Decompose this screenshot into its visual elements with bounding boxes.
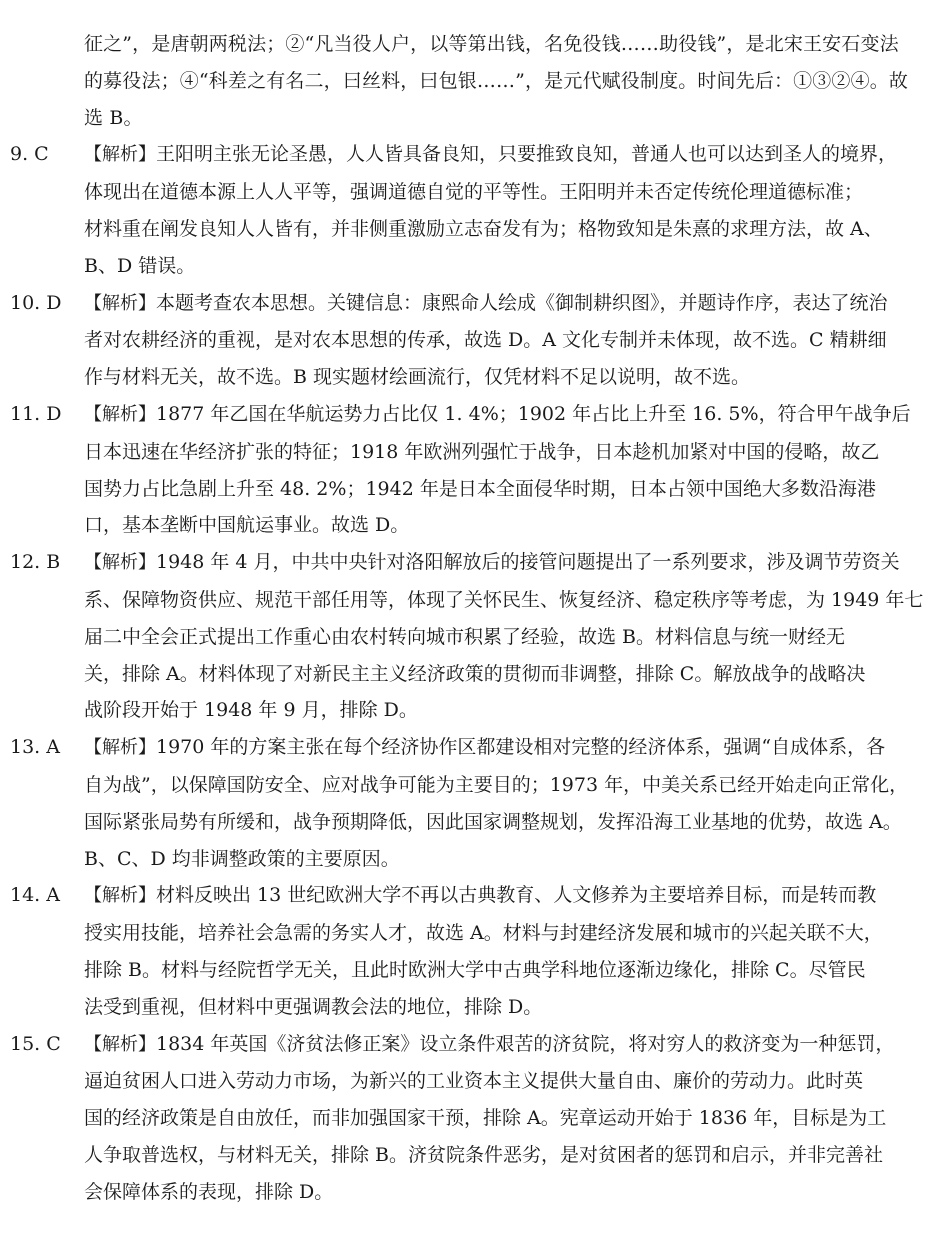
answer-text: 本题考查农本思想。关键信息：康熙命人绘成《御制耕织图》，并题诗作序，表达了统治 bbox=[156, 291, 888, 314]
answer-item bbox=[0, 136, 950, 284]
answer-explanations bbox=[0, 33, 950, 1211]
answer-line: B、D 错误。 bbox=[84, 254, 196, 277]
continuation-line: 征之”，是唐朝两税法；②“凡当役人户，以等第出钱，名免役钱……助役钱”，是北宋王安石变法 bbox=[84, 33, 899, 55]
answer-text: 1877 年乙国在华航运势力占比仅 1. 4%；1902 年占比上升至 16. 5%，符合甲午战争后 bbox=[156, 402, 911, 425]
answer-item bbox=[0, 729, 950, 877]
answer-text: 1948 年 4 月，中共中央针对洛阳解放后的接管问题提出了一系列要求，涉及调节劳资关 bbox=[156, 551, 900, 574]
answer-line: 体现出在道德本源上人人平等，强调道德自觉的平等性。王阳明并未否定传统伦理道德标准； bbox=[84, 181, 864, 204]
answer-text: 1834 年英国《济贫法修正案》设立条件艰苦的济贫院，将对穷人的救济变为一种惩罚， bbox=[156, 1032, 895, 1055]
page-crop-edge bbox=[0, 1245, 950, 1260]
answer-number: 15. C bbox=[10, 1032, 61, 1055]
answer-line: 日本迅速在华经济扩张的特征；1918 年欧洲列强忙于战争，日本趁机加紧对中国的侵略，故乙 bbox=[84, 440, 880, 463]
analysis-tag: 【解析】 bbox=[84, 552, 156, 574]
answer-item bbox=[0, 396, 950, 544]
answer-line: 系、保障物资供应、规范干部任用等，体现了关怀民生、恢复经济、稳定秩序等考虑，为 1949 年七 bbox=[84, 588, 924, 611]
answer-text: 王阳明主张无论圣愚，人人皆具备良知，只要推致良知，普通人也可以达到圣人的境界， bbox=[156, 143, 898, 166]
answer-line bbox=[84, 544, 936, 582]
analysis-tag: 【解析】 bbox=[84, 292, 156, 314]
answer-line bbox=[84, 285, 936, 323]
analysis-tag: 【解析】 bbox=[84, 737, 156, 759]
answer-item bbox=[0, 1026, 950, 1211]
answer-number: 11. D bbox=[10, 402, 62, 425]
analysis-tag: 【解析】 bbox=[84, 144, 156, 166]
answer-line: 届二中全会正式提出工作重心由农村转向城市积累了经验，故选 B。材料信息与统一财经无 bbox=[84, 625, 846, 648]
answer-line: B、C、D 均非调整政策的主要原因。 bbox=[84, 847, 400, 870]
analysis-tag: 【解析】 bbox=[84, 403, 156, 425]
answer-item bbox=[0, 544, 950, 729]
answer-item bbox=[0, 877, 950, 1025]
answer-line: 排除 B。材料与经院哲学无关，且此时欧洲大学中古典学科地位逐渐边缘化，排除 C。尽管民 bbox=[84, 958, 866, 981]
answer-line: 关，排除 A。材料体现了对新民主主义经济政策的贯彻而非调整，排除 C。解放战争的战略决 bbox=[84, 662, 866, 685]
continuation-line: 选 B。 bbox=[84, 106, 143, 129]
answer-line bbox=[84, 136, 936, 174]
answer-number: 9. C bbox=[10, 143, 49, 166]
analysis-tag: 【解析】 bbox=[84, 1033, 156, 1055]
answer-line: 战阶段开始于 1948 年 9 月，排除 D。 bbox=[84, 699, 418, 722]
answer-line bbox=[84, 877, 936, 915]
answer-text: 1970 年的方案主张在每个经济协作区都建设相对完整的经济体系，强调“自成体系，各 bbox=[156, 736, 886, 759]
answer-line: 者对农耕经济的重视，是对农本思想的传承，故选 D。A 文化专制并未体现，故不选。C 精耕细 bbox=[84, 329, 887, 352]
answer-line: 作与材料无关，故不选。B 现实题材绘画流行，仅凭材料不足以说明，故不选。 bbox=[84, 366, 751, 389]
answer-number: 10. D bbox=[10, 291, 62, 314]
answer-line bbox=[84, 1026, 936, 1064]
answer-line: 国势力占比急剧上升至 48. 2%；1942 年是日本全面侵华时期，日本占领中国绝大多数沿海港 bbox=[84, 477, 876, 500]
analysis-tag: 【解析】 bbox=[84, 885, 156, 907]
answer-line: 自为战”，以保障国防安全、应对战争可能为主要目的；1973 年，中美关系已经开始走向正常化， bbox=[84, 773, 909, 796]
continuation-block bbox=[0, 26, 950, 136]
answer-line: 口，基本垄断中国航运事业。故选 D。 bbox=[84, 514, 410, 537]
answer-line: 授实用技能，培养社会急需的务实人才，故选 A。材料与封建经济发展和城市的兴起关联不大， bbox=[84, 922, 883, 945]
answer-line: 人争取普选权，与材料无关，排除 B。济贫院条件恶劣，是对贫困者的惩罚和启示，并非完善社 bbox=[84, 1143, 884, 1166]
answer-line: 法受到重视，但材料中更强调教会法的地位，排除 D。 bbox=[84, 995, 543, 1018]
answer-line: 国的经济政策是自由放任，而非加强国家干预，排除 A。宪章运动开始于 1836 年，目标是为工 bbox=[84, 1107, 887, 1130]
answer-item bbox=[0, 285, 950, 396]
answer-line: 逼迫贫困人口进入劳动力市场，为新兴的工业资本主义提供大量自由、廉价的劳动力。此时英 bbox=[84, 1070, 864, 1093]
answer-line: 国际紧张局势有所缓和，战争预期降低，因此国家调整规划，发挥沿海工业基地的优势，故选 A。 bbox=[84, 810, 902, 833]
answer-text: 材料反映出 13 世纪欧洲大学不再以古典教育、人文修养为主要培养目标，而是转而教 bbox=[156, 884, 877, 907]
answer-number: 14. A bbox=[10, 884, 60, 907]
answer-line bbox=[84, 396, 936, 434]
answer-line: 材料重在阐发良知人人皆有，并非侧重激励立志奋发有为；格物致知是朱熹的求理方法，故 A、 bbox=[84, 217, 883, 240]
answer-line bbox=[84, 729, 936, 767]
answer-number: 13. A bbox=[10, 736, 60, 759]
continuation-line: 的募役法；④“科差之有名二，曰丝料，曰包银……”，是元代赋役制度。时间先后：①③②④。故 bbox=[84, 69, 909, 92]
answer-number: 12. B bbox=[10, 551, 61, 574]
answer-line: 会保障体系的表现，排除 D。 bbox=[84, 1180, 334, 1203]
